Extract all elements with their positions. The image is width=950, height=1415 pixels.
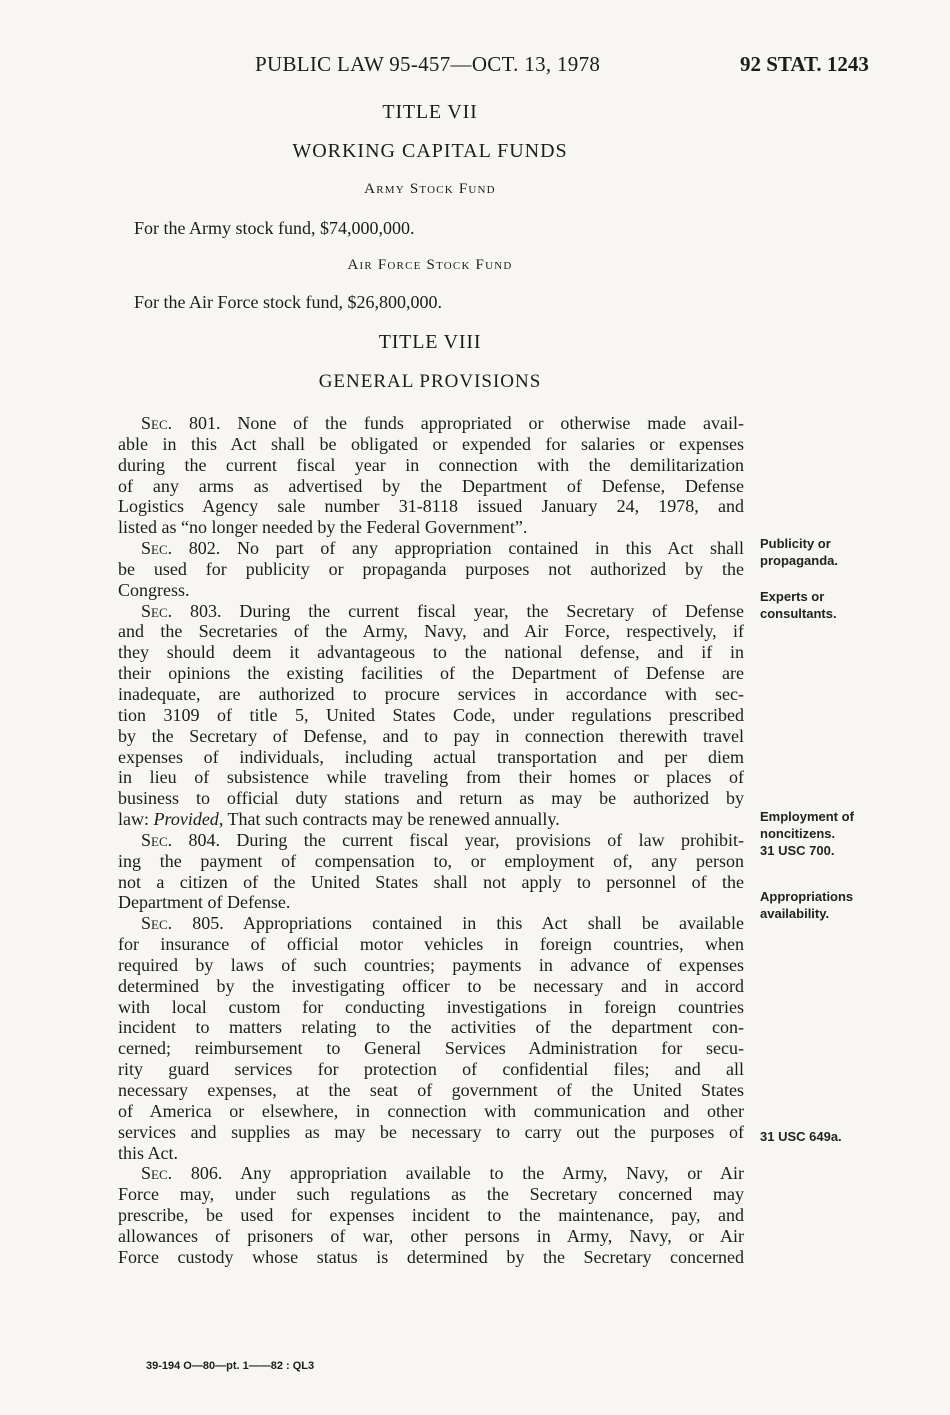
section-line: in lieu of subsistence while traveling from their homes or places of bbox=[118, 767, 744, 788]
section-label: Sec. bbox=[141, 1163, 173, 1184]
section-line: incident to matters relating to the activities of the department con- bbox=[118, 1017, 744, 1038]
section-line: of any arms as advertised by the Department of Defense, Defense bbox=[118, 475, 744, 496]
section-label: Sec. bbox=[141, 538, 173, 559]
margin-note-line: 31 USC 649a. bbox=[760, 1129, 842, 1144]
margin-note-publicity bbox=[760, 535, 838, 569]
section-line: Sec. 802. No part of any appropriation contained in this Act shall bbox=[141, 538, 744, 559]
section-line: cerned; reimbursement to General Services Administration for secu- bbox=[118, 1038, 744, 1059]
section-line: required by laws of such countries; payments in advance of expenses bbox=[118, 954, 744, 975]
section-805 bbox=[118, 913, 744, 1163]
proviso-keyword: Provided bbox=[153, 809, 219, 830]
margin-note-line: noncitizens. bbox=[760, 826, 836, 841]
section-line: their opinions the existing facilities of the Department of Defense are bbox=[118, 663, 744, 684]
section-line: during the current fiscal year in connection with the demilitarization bbox=[118, 454, 744, 475]
title-viii: TITLE VIII bbox=[378, 331, 482, 353]
army-stock-fund-text: For the Army stock fund, $74,000,000. bbox=[134, 218, 415, 238]
section-806 bbox=[118, 1163, 744, 1267]
section-line: for insurance of official motor vehicles in foreign countries, when bbox=[118, 934, 744, 955]
section-label: Sec. bbox=[141, 413, 173, 433]
section-line: Department of Defense. bbox=[118, 892, 291, 913]
section-line: rity guard services for protection of confidential files; and all bbox=[118, 1059, 744, 1080]
section-line: Logistics Agency sale number 31-8118 issued January 24, 1978, and bbox=[118, 496, 744, 517]
section-line: Congress. bbox=[118, 579, 190, 600]
section-label: Sec. bbox=[141, 829, 173, 850]
section-line: listed as “no longer needed by the Federal Government”. bbox=[118, 517, 528, 538]
margin-note-line: propaganda. bbox=[760, 553, 839, 568]
title-vii-heading: WORKING CAPITAL FUNDS bbox=[292, 140, 568, 162]
section-line: this Act. bbox=[118, 1142, 179, 1163]
margin-note-line: Appropriations bbox=[760, 889, 854, 904]
section-label: Sec. bbox=[141, 600, 173, 621]
section-line: they should deem it advantageous to the national defense, and if in bbox=[118, 642, 744, 663]
section-label: Sec. bbox=[141, 913, 173, 934]
section-line: be used for publicity or propaganda purposes not authorized by the bbox=[118, 558, 744, 579]
section-line: business to official duty stations and return as may be authorized by bbox=[118, 788, 744, 809]
margin-note-experts bbox=[760, 588, 837, 622]
section-line: determined by the investigating officer to be necessary and in accord bbox=[118, 975, 744, 996]
section-804 bbox=[118, 830, 744, 913]
section-801 bbox=[118, 413, 744, 538]
section-line: inadequate, are authorized to procure services in accordance with sec- bbox=[118, 683, 744, 704]
title-viii-heading: GENERAL PROVISIONS bbox=[318, 371, 542, 392]
section-line: services and supplies as may be necessary to carry out the purposes of bbox=[118, 1121, 744, 1142]
section-line: law: Provided, That such contracts may be renewed annually. bbox=[118, 809, 560, 830]
general-provisions-body bbox=[118, 413, 744, 1268]
running-head: PUBLIC LAW 95-457—OCT. 13, 1978 bbox=[255, 52, 601, 76]
section-line: with local custom for conducting investigations in foreign countries bbox=[118, 996, 744, 1017]
section-line: Sec. 801. None of the funds appropriated or otherwise made avail- bbox=[141, 413, 744, 433]
margin-note-line: 31 USC 700. bbox=[760, 843, 835, 858]
margin-note-line: Experts or bbox=[760, 589, 825, 604]
section-line: able in this Act shall be obligated or expended for salaries or expenses bbox=[118, 433, 744, 454]
section-line: Sec. 804. During the current fiscal year, provisions of law prohibit- bbox=[141, 829, 744, 850]
air-force-stock-fund-text: For the Air Force stock fund, $26,800,000. bbox=[134, 292, 442, 312]
section-line: Sec. 805. Appropriations contained in this Act shall be available bbox=[141, 913, 744, 934]
title-vii: TITLE VII bbox=[382, 101, 478, 123]
section-line: of America or elsewhere, in connection with communication and other bbox=[118, 1100, 744, 1121]
margin-note-line: consultants. bbox=[760, 606, 837, 621]
margin-note-appropriations bbox=[760, 888, 853, 922]
stat-citation: 92 STAT. 1243 bbox=[740, 52, 869, 76]
section-line: allowances of prisoners of war, other persons in Army, Navy, or Air bbox=[118, 1225, 744, 1246]
section-line: tion 3109 of title 5, United States Code, under regulations prescribed bbox=[118, 704, 744, 725]
section-line: Force custody whose status is determined by the Secretary concerned bbox=[118, 1246, 744, 1267]
margin-note-line: Employment of bbox=[760, 809, 854, 824]
section-line: not a citizen of the United States shall not apply to personnel of the bbox=[118, 871, 744, 892]
margin-note-employment bbox=[760, 808, 854, 859]
air-force-stock-fund-heading: Air Force Stock Fund bbox=[347, 257, 513, 273]
printer-footer: 39-194 O—80—pt. 1——82 : QL3 bbox=[146, 1360, 315, 1372]
section-line: necessary expenses, at the seat of government of the United States bbox=[118, 1080, 744, 1100]
section-803 bbox=[118, 601, 744, 830]
section-line: expenses of individuals, including actual transportation and per diem bbox=[118, 746, 744, 767]
army-stock-fund-heading: Army Stock Fund bbox=[364, 181, 496, 197]
margin-note-line: availability. bbox=[760, 906, 830, 921]
section-line: Sec. 806. Any appropriation available to the Army, Navy, or Air bbox=[141, 1163, 744, 1184]
section-line: and the Secretaries of the Army, Navy, and Air Force, respectively, if bbox=[118, 621, 744, 642]
section-line: prescribe, be used for expenses incident to the maintenance, pay, and bbox=[118, 1205, 744, 1226]
section-line: by the Secretary of Defense, and to pay in connection therewith travel bbox=[118, 725, 744, 746]
section-line: ing the payment of compensation to, or employment of, any person bbox=[118, 850, 744, 871]
section-line: Sec. 803. During the current fiscal year, the Secretary of Defense bbox=[141, 600, 744, 621]
margin-note-line: Publicity or bbox=[760, 536, 831, 551]
margin-note-31-usc-649a bbox=[760, 1128, 842, 1145]
section-line: Force may, under such regulations as the Secretary concerned may bbox=[118, 1184, 744, 1205]
section-802 bbox=[118, 538, 744, 601]
